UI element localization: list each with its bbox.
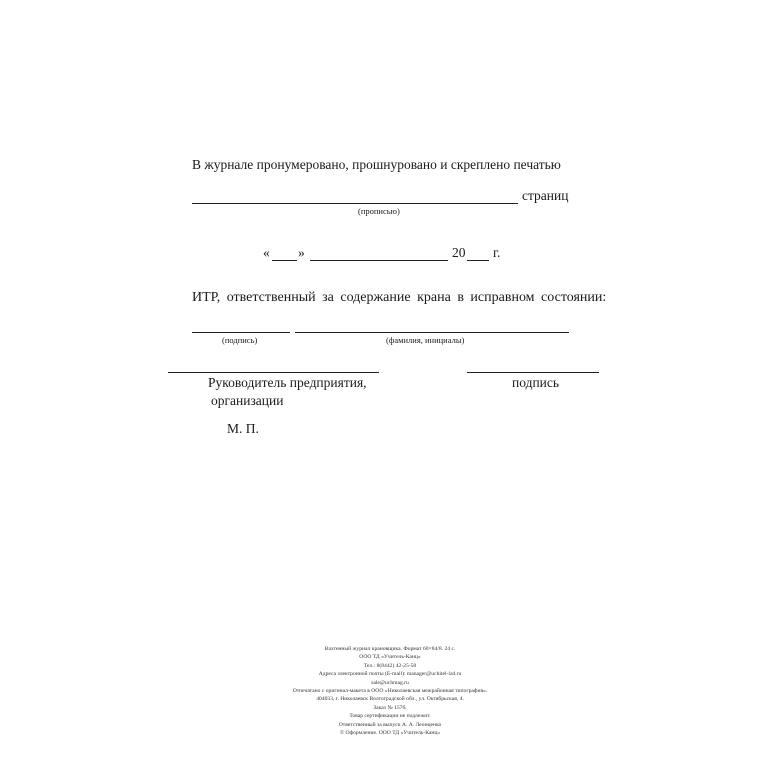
engineer-statement: ИТР, ответственный за содержание крана в исправном состоянии: [192,290,607,305]
head-title-line1: Руководитель предприятия, [208,375,367,390]
date-close-quote: » [298,245,305,260]
date-year-line[interactable] [467,260,489,261]
date-open-quote: « [263,245,270,260]
imprint-line: 404033, г. Николаевск Волгоградской обл., ул. Октябрьская, 4. [316,696,464,703]
imprint-block [230,645,550,737]
date-month-line[interactable] [310,260,448,261]
imprint-line: Вахтенный журнал крановщика. Формат 60×84/8. 24 с. [324,646,456,652]
engineer-name-line[interactable] [295,332,569,333]
engineer-signature-caption: (подпись) [222,335,258,345]
date-day-line[interactable] [272,260,297,261]
engineer-signature-line[interactable] [192,332,290,333]
head-title-line2: организации [211,393,284,408]
head-signature-label: подпись [512,375,560,390]
journal-statement: В журнале пронумеровано, прошнуровано и скреплено печатью [192,157,561,172]
head-signature-line[interactable] [467,372,599,373]
imprint-line: ООО ТД «Учитель-Канц» [359,654,421,661]
imprint-line: © Оформление. ООО ТД «Учитель-Канц» [339,730,441,737]
imprint-line: Ответственный за выпуск А. А. Леонценко [338,721,442,728]
date-year-prefix: 20 [452,245,466,260]
stamp-label: М. П. [227,421,259,436]
engineer-name-caption: (фамилия, инициалы) [386,335,465,345]
imprint-line: Адреса электронной почты (E-mail): manager@uchitel-izd.ru [318,671,462,678]
imprint-line: Тел.: 8(8442) 42-25-58 [363,662,417,669]
date-year-suffix: г. [493,245,501,260]
imprint-line: sale@uchmag.ru [371,679,409,686]
imprint-line: Товар сертификации не подлежит. [349,713,431,720]
head-name-line[interactable] [168,372,379,373]
imprint-line: Отпечатано с оригинал-макета в ООО «Николаевская межрайонная типография». [292,688,488,695]
imprint-line: Заказ № 1576. [373,704,407,711]
pages-word: страниц [522,188,569,203]
pages-caption: (прописью) [358,206,400,216]
pages-count-line[interactable] [192,203,518,204]
